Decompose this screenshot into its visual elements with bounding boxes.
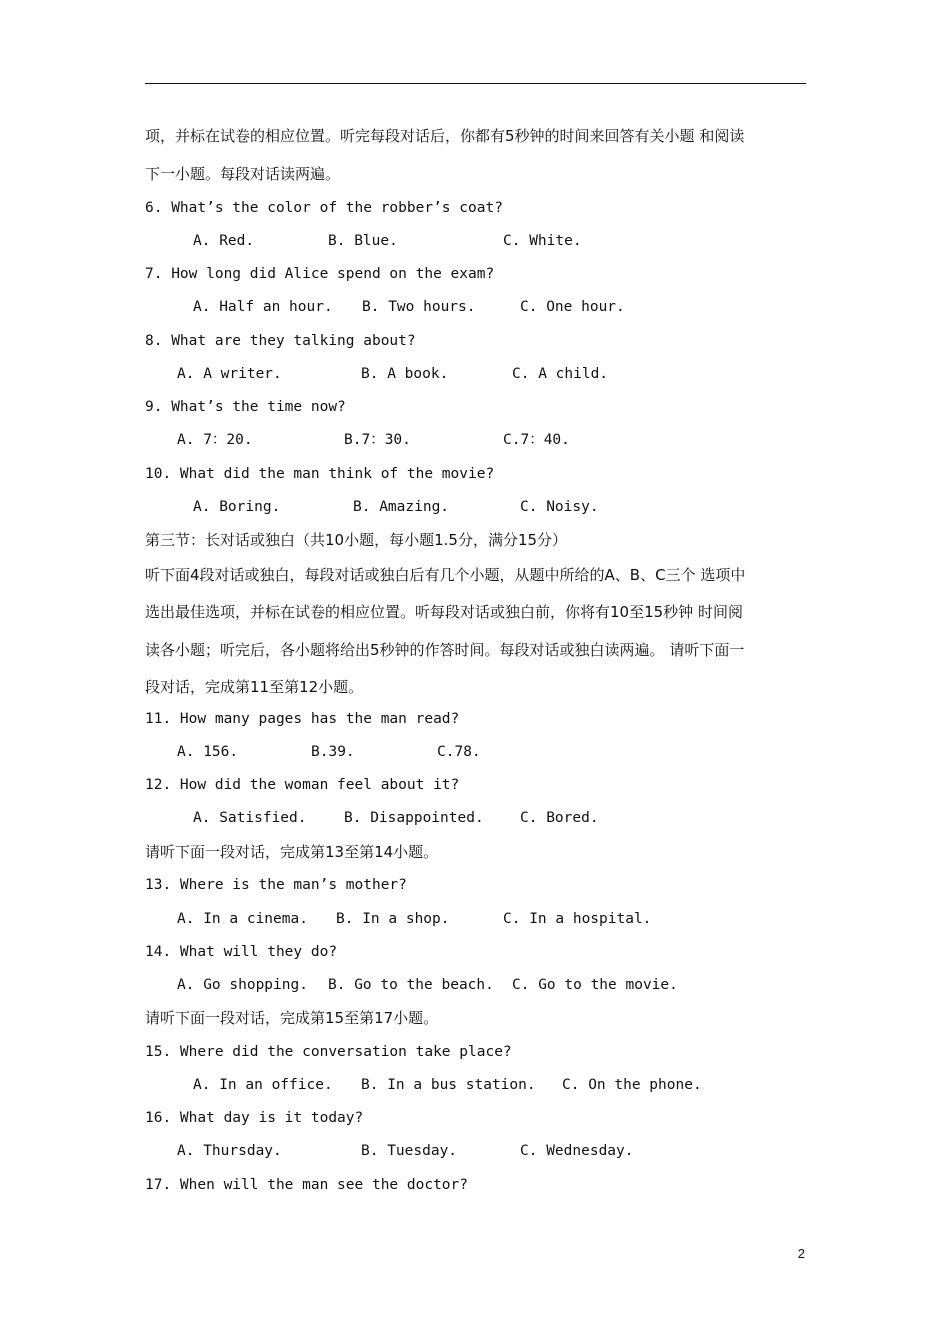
page-number: 2 [797, 1246, 805, 1261]
q12-option-c: C. Bored. [520, 810, 599, 826]
question-12: 12. How did the woman feel about it? [145, 777, 460, 793]
q9-option-a: A. 7：20. [177, 432, 253, 448]
q10-option-c: C. Noisy. [520, 499, 599, 515]
q9-option-b: B.7：30. [344, 432, 411, 448]
section-3-title: 第三节：长对话或独白（共10小题，每小题1.5分，满分15分） [145, 531, 568, 549]
intro-line-2: 下一小题。每段对话读两遍。 [145, 165, 341, 183]
q6-option-a: A. Red. [193, 233, 255, 249]
q11-option-a: A. 156. [177, 744, 239, 760]
question-9: 9. What’s the time now? [145, 399, 346, 415]
q9-option-c: C.7：40. [503, 432, 570, 448]
question-10: 10. What did the man think of the movie? [145, 466, 495, 482]
q14-option-a: A. Go shopping. [177, 977, 308, 993]
q7-option-b: B. Two hours. [362, 299, 476, 315]
question-14: 14. What will they do? [145, 944, 338, 960]
q7-option-c: C. One hour. [520, 299, 625, 315]
q12-option-a: A. Satisfied. [193, 810, 307, 826]
question-6: 6. What’s the color of the robber’s coat? [145, 200, 503, 216]
q15-option-c: C. On the phone. [562, 1077, 702, 1093]
q16-option-b: B. Tuesday. [361, 1143, 458, 1159]
q14-option-b: B. Go to the beach. [328, 977, 494, 993]
q13-option-a: A. In a cinema. [177, 911, 308, 927]
q12-option-b: B. Disappointed. [344, 810, 484, 826]
section-3-instructions-1: 听下面4段对话或独白，每段对话或独白后有几个小题，从题中所给的A、B、C三个 选项中 [145, 566, 746, 584]
q6-option-b: B. Blue. [328, 233, 398, 249]
q13-option-b: B. In a shop. [336, 911, 450, 927]
q16-option-c: C. Wednesday. [520, 1143, 634, 1159]
q10-option-b: B. Amazing. [353, 499, 450, 515]
q6-option-c: C. White. [503, 233, 582, 249]
q11-option-c: C.78. [437, 744, 481, 760]
q15-option-a: A. In an office. [193, 1077, 333, 1093]
question-8: 8. What are they talking about? [145, 333, 416, 349]
section-3-instructions-3: 读各小题；听完后，各小题将给出5秒钟的作答时间。每段对话或独白读两遍。 请听下面一 [145, 641, 745, 659]
question-13: 13. Where is the man’s mother? [145, 877, 407, 893]
q13-option-c: C. In a hospital. [503, 911, 652, 927]
prompt-13-14: 请听下面一段对话，完成第13至第14小题。 [145, 843, 439, 861]
q7-option-a: A. Half an hour. [193, 299, 333, 315]
header-rule [145, 83, 806, 84]
question-15: 15. Where did the conversation take place? [145, 1044, 512, 1060]
q15-option-b: B. In a bus station. [361, 1077, 536, 1093]
q8-option-a: A. A writer. [177, 366, 282, 382]
q14-option-c: C. Go to the movie. [512, 977, 678, 993]
section-3-instructions-4: 段对话，完成第11至第12小题。 [145, 678, 364, 696]
q8-option-b: B. A book. [361, 366, 449, 382]
question-16: 16. What day is it today? [145, 1110, 364, 1126]
question-7: 7. How long did Alice spend on the exam? [145, 266, 495, 282]
question-11: 11. How many pages has the man read? [145, 711, 460, 727]
intro-line-1: 项，并标在试卷的相应位置。听完每段对话后，你都有5秒钟的时间来回答有关小题 和阅读 [145, 127, 745, 145]
q16-option-a: A. Thursday. [177, 1143, 282, 1159]
q8-option-c: C. A child. [512, 366, 609, 382]
question-17: 17. When will the man see the doctor? [145, 1177, 469, 1193]
q10-option-a: A. Boring. [193, 499, 281, 515]
q11-option-b: B.39. [311, 744, 355, 760]
section-3-instructions-2: 选出最佳选项，并标在试卷的相应位置。听每段对话或独白前，你将有10至15秒钟 时间阅 [145, 603, 743, 621]
prompt-15-17: 请听下面一段对话，完成第15至第17小题。 [145, 1009, 439, 1027]
